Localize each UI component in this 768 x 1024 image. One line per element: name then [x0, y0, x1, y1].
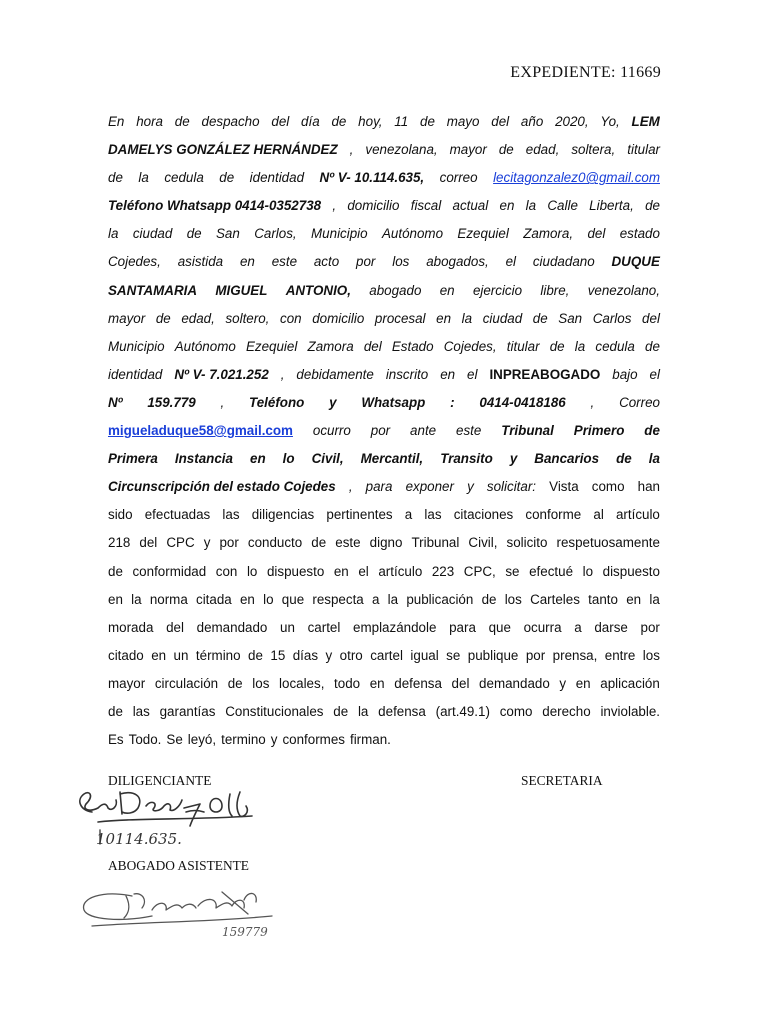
body-word: 15 [270, 647, 286, 663]
secretaria-label: SECRETARIA [521, 773, 603, 788]
email-link[interactable]: lecitagonzalez0@gmail.com [493, 170, 660, 186]
body-word: días [292, 647, 319, 663]
body-word: San [215, 226, 240, 242]
body-word: locales, [279, 675, 325, 691]
body-word: las [132, 703, 150, 719]
body-word: igual [410, 647, 439, 663]
body-word: inviolable. [600, 703, 660, 719]
body-word: de [481, 591, 497, 607]
body-word: venezolana, [365, 142, 438, 158]
body-word: la [649, 591, 660, 607]
body-word: Nº V- 10.114.635, [319, 170, 425, 186]
body-word: lo [246, 563, 258, 579]
body-word: Ezequiel [457, 226, 509, 242]
body-word: leyó, [187, 732, 217, 748]
body-word: a [404, 507, 413, 523]
body-word: este [271, 254, 298, 270]
body-word: Correo [619, 394, 660, 410]
body-word: ciudad [482, 310, 523, 326]
body-word: estado [619, 226, 660, 242]
body-word: SANTAMARIA [108, 282, 198, 298]
body-word: la [138, 170, 149, 186]
body-word: Cojedes, [443, 338, 497, 354]
body-word: en [499, 198, 515, 214]
body-word: derecho [542, 703, 591, 719]
body-word: citada [196, 591, 232, 607]
body-word: En [108, 114, 125, 129]
body-word: ocurro [312, 423, 351, 439]
body-word: de [616, 451, 632, 467]
body-word: titular [506, 338, 540, 354]
body-word: , [349, 142, 354, 158]
body-word: la [648, 451, 660, 467]
body-line [108, 192, 660, 220]
body-word: Autónomo [381, 226, 444, 242]
body-word: 223 [431, 563, 455, 579]
body-line [108, 698, 660, 726]
body-word: para [365, 479, 393, 495]
body-word: domicilio [347, 198, 400, 214]
body-word: la [131, 591, 142, 607]
body-word: de [549, 338, 565, 354]
body-word: con [215, 563, 238, 579]
body-word: actual [452, 198, 489, 214]
body-word: 0414-0418186 [479, 394, 566, 410]
body-word: defensa [378, 703, 426, 719]
body-word: este [456, 423, 482, 439]
abogado-inpre-number: 159779 [222, 925, 268, 939]
body-paragraph [108, 108, 660, 754]
body-word: cedula [164, 170, 204, 186]
body-word: firman. [349, 732, 391, 748]
body-word: exponer [405, 479, 454, 495]
body-word: y [509, 451, 518, 467]
body-word: Mercantil, [360, 451, 424, 467]
body-word: , [280, 366, 285, 382]
body-word: conformidad [132, 563, 207, 579]
body-word: el [649, 366, 660, 382]
body-line [108, 558, 660, 586]
body-word: el [358, 563, 369, 579]
body-line [108, 642, 660, 670]
body-word: abogado [369, 282, 422, 298]
body-word: en [239, 591, 255, 607]
body-word: el [467, 366, 478, 382]
body-word: libre, [540, 282, 570, 298]
body-word: mayo [446, 114, 480, 129]
body-word: los [252, 675, 270, 691]
body-word: ANTONIO, [285, 282, 351, 298]
body-word: dispuesto [602, 563, 660, 579]
body-word: el [505, 254, 517, 270]
body-word: efectuadas [144, 507, 211, 523]
body-word: por [356, 254, 376, 270]
body-word: en [575, 675, 591, 691]
body-word: Carlos [592, 310, 632, 326]
body-word: de [333, 703, 349, 719]
body-word: demandado [196, 619, 268, 635]
body-word: Tribunal [411, 535, 460, 551]
body-word: Zamora, [523, 226, 574, 242]
body-word: artículo [615, 507, 660, 523]
body-word: Whatsapp [361, 394, 426, 410]
body-word: aplicación [600, 675, 660, 691]
body-word: DUQUE [611, 254, 660, 270]
body-word: del [271, 114, 290, 129]
abogado-asistente-label: ABOGADO ASISTENTE [108, 858, 249, 873]
body-word: edad, [525, 142, 560, 158]
body-word: abogados, [426, 254, 489, 270]
body-word: por [370, 423, 391, 439]
body-word: como [499, 703, 533, 719]
body-line [108, 501, 660, 529]
body-word: este [335, 535, 361, 551]
body-word: , [348, 479, 353, 495]
body-word: 11 [394, 114, 409, 129]
body-word: CPC, [463, 563, 496, 579]
body-word: y [203, 535, 211, 551]
body-word: edad, [181, 310, 215, 326]
body-word: por [525, 647, 546, 663]
body-word: en [440, 366, 456, 382]
body-word: artículo [378, 563, 423, 579]
body-word: un [280, 619, 295, 635]
expediente-number: EXPEDIENTE: 11669 [510, 64, 661, 81]
body-word: lo [263, 591, 274, 607]
body-word: la [574, 338, 586, 354]
body-line [108, 586, 660, 614]
body-word: (art.49.1) [435, 703, 490, 719]
body-word: Estado [391, 338, 434, 354]
body-word: y [559, 675, 567, 691]
body-word: de [645, 338, 660, 354]
body-word: cartel [307, 619, 341, 635]
body-word: de [219, 170, 235, 186]
body-word: Primera [108, 451, 158, 467]
body-line [108, 108, 660, 136]
body-word: Ezequiel [245, 338, 298, 354]
body-line [108, 361, 660, 389]
body-word: se [505, 563, 520, 579]
body-word: venezolano, [587, 282, 660, 298]
body-word: la [357, 703, 369, 719]
diligenciante-label: DILIGENCIANTE [108, 773, 212, 788]
body-word: fiscal [410, 198, 442, 214]
body-word: sido [108, 507, 133, 523]
body-line [108, 445, 660, 473]
body-word: un [173, 647, 189, 663]
body-word: de [108, 703, 123, 719]
body-line [108, 473, 660, 501]
body-word: 218 [108, 535, 131, 551]
body-word: de [174, 114, 190, 129]
body-word: Cojedes, [108, 254, 161, 270]
body-word: circulación [154, 675, 219, 691]
body-word: las [424, 507, 442, 523]
body-word: los [392, 254, 410, 270]
body-word: darse [594, 619, 628, 635]
body-word: de [311, 535, 327, 551]
body-word: identidad [249, 170, 305, 186]
body-word: Instancia [174, 451, 233, 467]
body-word: término [195, 647, 241, 663]
body-word: en [436, 310, 452, 326]
body-word: de [227, 675, 243, 691]
body-word: la [387, 591, 399, 607]
email-link[interactable]: migueladuque58@gmail.com [108, 423, 293, 439]
body-word: del [363, 338, 382, 354]
body-word: otro [339, 647, 363, 663]
body-word: al [593, 507, 604, 523]
body-word: CPC [166, 535, 195, 551]
body-word: Transito [440, 451, 493, 467]
body-word: del [491, 114, 510, 129]
body-word: del [642, 310, 660, 326]
body-word: conforme [525, 507, 582, 523]
body-word: San [558, 310, 583, 326]
body-word: en [250, 451, 266, 467]
body-word: citado [108, 647, 144, 663]
body-word: todo [334, 675, 361, 691]
body-word: como [591, 479, 625, 495]
body-word: y [270, 732, 278, 748]
body-word: Es [108, 732, 124, 748]
body-word: día [301, 114, 320, 129]
body-line [108, 164, 660, 192]
body-word: en [239, 254, 255, 270]
body-word: respecta [312, 591, 364, 607]
body-word: Circunscripción del estado Cojedes [108, 479, 336, 495]
body-word: INPREABOGADO [489, 366, 601, 382]
body-word: Carteles [530, 591, 580, 607]
body-word: cedula [595, 338, 635, 354]
body-word: demandado [479, 675, 550, 691]
body-word: efectué [529, 563, 574, 579]
body-word: hoy, [358, 114, 383, 129]
diligenciante-id-number: 10114.635. [96, 830, 182, 848]
body-word: a [371, 591, 380, 607]
body-word: Municipio [108, 338, 165, 354]
body-word: las [222, 507, 240, 523]
body-word: asistida [177, 254, 224, 270]
body-word: domicilio [312, 310, 365, 326]
body-word: de [645, 198, 660, 214]
body-line [108, 136, 660, 164]
body-word: soltera, [571, 142, 616, 158]
body-word: 2020, [555, 114, 589, 129]
body-word: del [139, 535, 158, 551]
body-word: la [525, 198, 537, 214]
body-word: , [220, 394, 225, 410]
body-word: cartel [370, 647, 403, 663]
body-word: Se [166, 732, 183, 748]
body-word: emplazándole [353, 619, 437, 635]
body-word: prensa, [552, 647, 598, 663]
body-word: de [532, 310, 548, 326]
body-word: Liberta, [589, 198, 634, 214]
body-word: Primero [573, 423, 625, 439]
body-word: respetuosamente [556, 535, 660, 551]
body-word: y [329, 394, 337, 410]
body-word: lo [582, 563, 594, 579]
body-word: y [325, 647, 333, 663]
body-line [108, 417, 660, 445]
body-word: conformes [282, 732, 345, 748]
body-word: ciudadano [532, 254, 595, 270]
body-word: los [504, 591, 522, 607]
body-line [108, 389, 660, 417]
body-word: identidad [108, 366, 163, 382]
body-word: pertinentes [326, 507, 393, 523]
body-line [108, 670, 660, 698]
body-word: , [332, 198, 337, 214]
body-word: digno [369, 535, 403, 551]
body-word: a [574, 619, 582, 635]
body-word: dispuesto [266, 563, 325, 579]
body-word: tanto [588, 591, 618, 607]
body-word: que [281, 591, 305, 607]
body-line [108, 248, 660, 276]
body-line [108, 333, 660, 361]
abogado-signature [72, 876, 312, 942]
body-word: han [637, 479, 660, 495]
body-word: ciudad [132, 226, 173, 242]
body-word: la [461, 310, 473, 326]
body-word: ante [410, 423, 437, 439]
body-word: acto [313, 254, 340, 270]
body-word: de [644, 423, 660, 439]
body-word: bajo [612, 366, 638, 382]
body-line [108, 529, 660, 557]
body-word: LEM [631, 114, 660, 129]
body-word: termino [221, 732, 266, 748]
body-word: titular [627, 142, 660, 158]
body-word: de [186, 226, 202, 242]
body-word: procesal [374, 310, 426, 326]
body-word: de [155, 310, 171, 326]
body-word: del [451, 675, 470, 691]
body-line [108, 305, 660, 333]
body-word: : [450, 394, 455, 410]
body-word: Bancarios [534, 451, 600, 467]
body-word: Carlos, [254, 226, 297, 242]
body-word: Nº [108, 394, 123, 410]
body-word: inscrito [385, 366, 429, 382]
body-word: garantías [159, 703, 216, 719]
body-word: Tribunal [501, 423, 554, 439]
body-word: para [449, 619, 476, 635]
body-word: despacho [201, 114, 260, 129]
body-word: la [108, 226, 119, 242]
body-word: Civil, [468, 535, 498, 551]
body-word: con [280, 310, 302, 326]
body-word: de [108, 170, 123, 186]
body-line [108, 277, 660, 305]
body-word: por [219, 535, 239, 551]
body-word: del [587, 226, 606, 242]
body-word: Yo, [600, 114, 620, 129]
body-word: del [166, 619, 184, 635]
body-word: de [420, 114, 435, 129]
body-line [108, 220, 660, 248]
body-word: Calle [547, 198, 578, 214]
body-word: Nº V- 7.021.252 [174, 366, 269, 382]
body-word: , [590, 394, 595, 410]
body-word: en [333, 563, 349, 579]
body-word: en [439, 282, 455, 298]
body-word: por [640, 619, 660, 635]
body-word: Teléfono Whatsapp 0414-0352738 [108, 198, 322, 214]
body-word: Municipio [311, 226, 368, 242]
body-word: solicito [506, 535, 548, 551]
body-word: correo [439, 170, 478, 186]
body-word: publique [467, 647, 519, 663]
body-word: en [369, 675, 385, 691]
body-word: ejercicio [472, 282, 523, 298]
body-word: Todo. [128, 732, 162, 748]
body-word: en [108, 591, 123, 607]
body-word: Civil, [311, 451, 344, 467]
body-word: año [520, 114, 544, 129]
body-word: publicación [406, 591, 474, 607]
body-word: MIGUEL [215, 282, 268, 298]
body-word: mayor [108, 310, 146, 326]
body-word: lo [282, 451, 295, 467]
body-word: debidamente [296, 366, 374, 382]
body-word: Autónomo [174, 338, 236, 354]
body-word: soltero, [225, 310, 270, 326]
body-word: DAMELYS GONZÁLEZ HERNÁNDEZ [108, 142, 338, 158]
body-word: de [498, 142, 514, 158]
body-word: y [467, 479, 474, 495]
body-word: en [151, 647, 167, 663]
body-word: en [626, 591, 642, 607]
body-word: norma [149, 591, 188, 607]
body-line [108, 726, 660, 754]
body-word: que [488, 619, 511, 635]
body-word: citaciones [453, 507, 514, 523]
body-word: entre [604, 647, 636, 663]
diligenciante-signature [72, 782, 272, 848]
body-word: Constitucionales [225, 703, 324, 719]
body-word: ocurra [523, 619, 562, 635]
body-word: conducto [247, 535, 303, 551]
body-word: solicitar: [486, 479, 537, 495]
body-word: de [248, 647, 263, 663]
body-word: Teléfono [249, 394, 305, 410]
body-word: de [331, 114, 347, 129]
body-word: morada [108, 619, 154, 635]
body-word: hora [136, 114, 163, 129]
body-word: Vista [549, 479, 579, 495]
body-word: defensa [394, 675, 442, 691]
body-word: los [642, 647, 660, 663]
body-word: se [446, 647, 461, 663]
body-word: 159.779 [147, 394, 196, 410]
body-line [108, 614, 660, 642]
body-word: de [108, 563, 123, 579]
body-word: mayor [449, 142, 487, 158]
body-word: mayor [108, 675, 146, 691]
body-word: Zamora [307, 338, 354, 354]
body-word: diligencias [251, 507, 315, 523]
